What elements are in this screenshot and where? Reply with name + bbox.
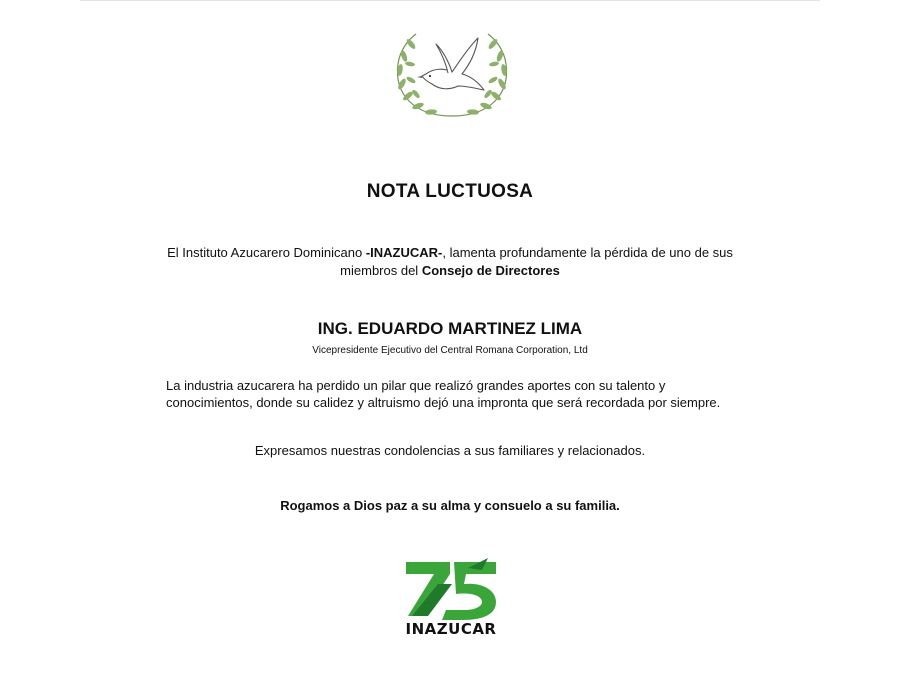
- dove-wreath-icon: [386, 24, 518, 124]
- tribute-paragraph: La industria azucarera ha perdido un pilar que realizó grandes aportes con su talento y conocimientos, donde su calidez y altruismo dejó una impronta que será recordada por siempre.: [166, 378, 721, 410]
- deceased-position: Vicepresidente Ejecutivo del Central Romana Corporation, Ltd: [312, 345, 588, 356]
- condolences-paragraph: Expresamos nuestras condolencias a sus familiares y relacionados.: [254, 443, 646, 458]
- org-name: -INAZUCAR-: [365, 245, 443, 260]
- intro-middle: , lamenta profundamente la pérdida de uno de sus miembros del: [340, 245, 733, 278]
- intro-paragraph: [140, 244, 760, 280]
- closing-prayer: Rogamos a Dios paz a su alma y consuelo a su familia.: [280, 498, 620, 513]
- top-divider: [80, 0, 820, 1]
- deceased-name: ING. EDUARDO MARTINEZ LIMA: [317, 319, 583, 338]
- council-name: Consejo de Directores: [421, 263, 560, 278]
- page-title: NOTA LUCTUOSA: [366, 181, 534, 202]
- inazucar-logo-text: INAZUCAR: [405, 620, 497, 638]
- intro-prefix: El Instituto Azucarero Dominicano: [167, 245, 366, 260]
